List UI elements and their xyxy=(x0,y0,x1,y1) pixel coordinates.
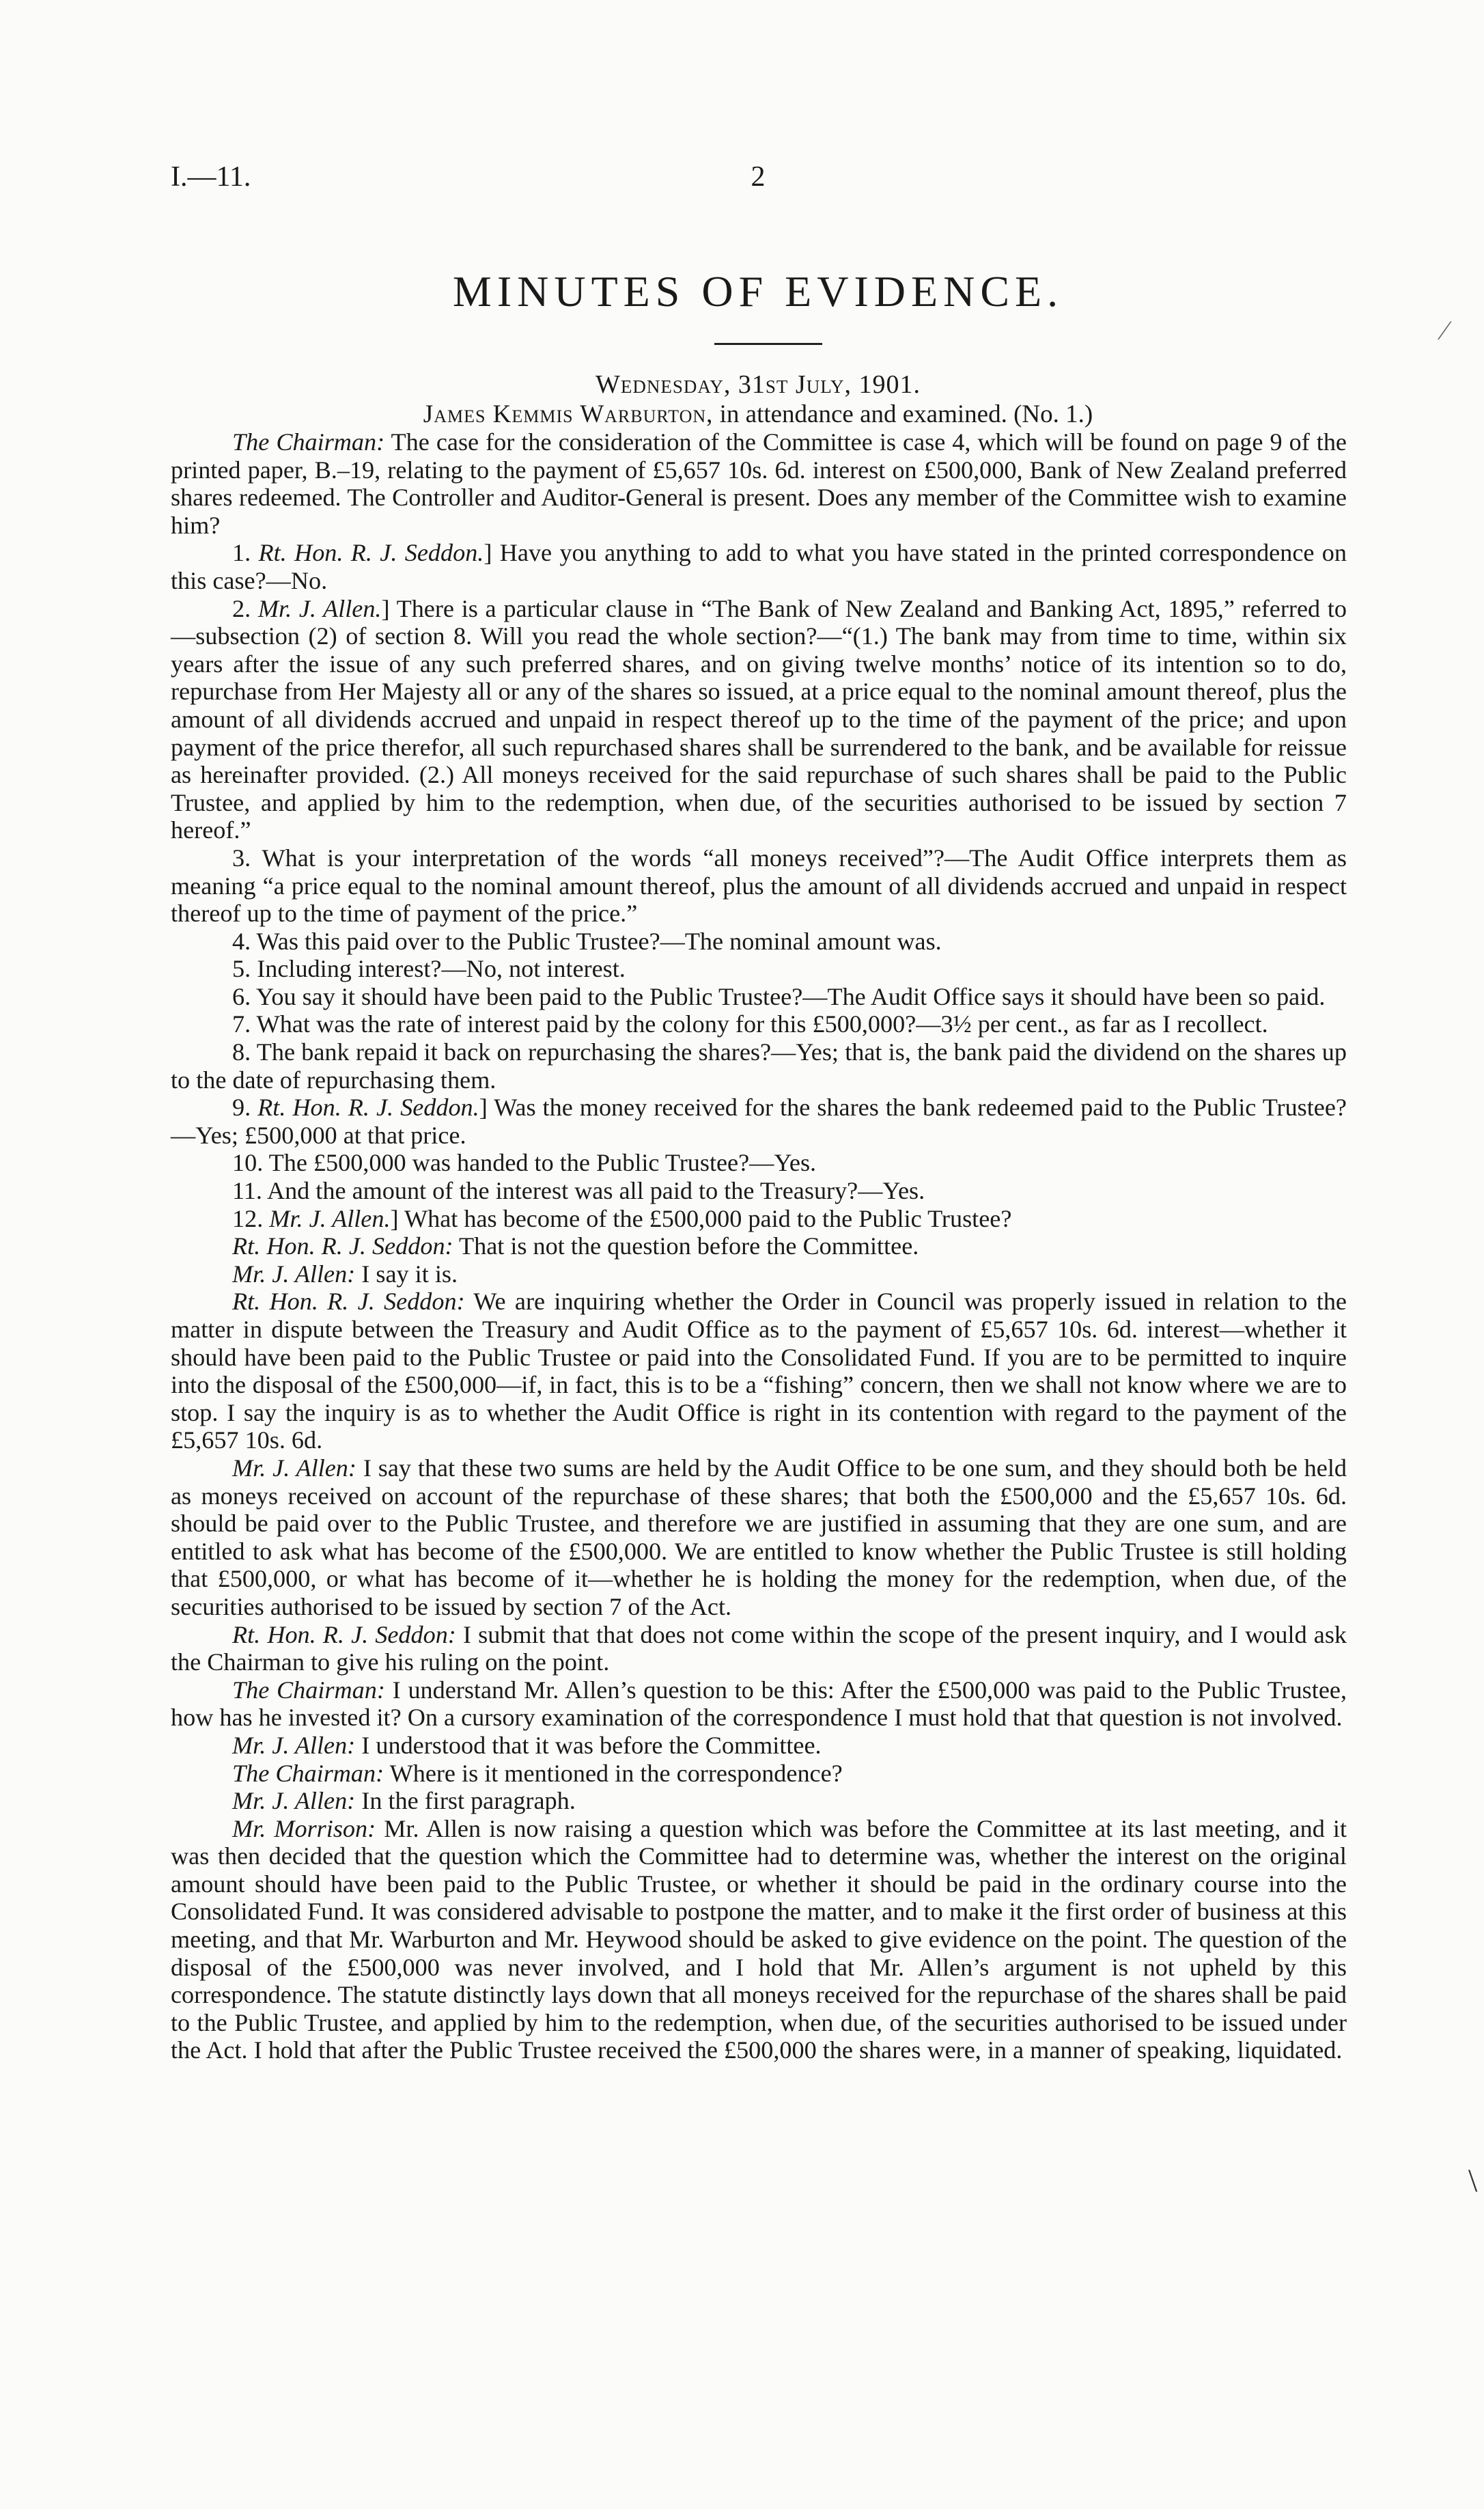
evidence-paragraph xyxy=(171,1232,1347,1260)
speaker-name: Rt. Hon. R. J. Seddon: xyxy=(232,1232,453,1260)
speaker-name: Mr. J. Allen: xyxy=(232,1731,356,1759)
paragraph-text: 6. You say it should have been paid to the Public Trustee?—The Audit Office says it should have been so paid. xyxy=(232,982,1326,1010)
speaker-name: Rt. Hon. R. J. Seddon. xyxy=(258,539,484,567)
evidence-paragraph xyxy=(171,1454,1347,1621)
paragraph-text: I say that these two sums are held by the Audit Office to be one sum, and they should both be held as moneys received on account of the repurchase of these shares; that both the £500,000 and the £5,657 10s. 6d. should be paid over to the Public Trustee, and therefore we are justified in assuming that they are one sum, and are entitled to ask what has become of the £500,000. We are entitled to know whether the Public Trustee is still holding that £500,000, or what has become of it—whether he is holding the money for the redemption, when due, of the securities authorised to be issued by section 7 of the Act. xyxy=(171,1454,1347,1620)
paragraph-text: ] There is a particular clause in “The Bank of New Zealand and Banking Act, 1895,” referred to—subsection (2) of section 8. Will you read the whole section?—“(1.) The bank may from time to time, within six years after the issue of any such preferred shares, and on giving twelve months’ notice of its intention so to do, repurchase from Her Majesty all or any of the shares so issued, at a price equal to the nominal amount thereof, plus the amount of all dividends accrued and unpaid in respect thereof up to the time of the payment of the price; and upon payment of the price therefor, all such repurchased shares shall be surrendered to the bank, and be available for reissue as hereinafter provided. (2.) All moneys received for the said repurchase of such shares shall be paid to the Public Trustee, and applied by him to the redemption, when due, of the securities authorised to be issued by section 7 hereof.” xyxy=(171,594,1347,844)
witness-line xyxy=(171,400,1345,429)
speaker-name: The Chairman: xyxy=(232,1676,385,1704)
session-date: Wednesday, 31st July, 1901. xyxy=(596,370,921,399)
paragraph-text: I understood that it was before the Committee. xyxy=(355,1731,822,1759)
speaker-name: Mr. J. Allen: xyxy=(232,1787,356,1815)
evidence-paragraph xyxy=(171,844,1347,928)
evidence-paragraph xyxy=(171,1676,1347,1732)
paragraph-text: 5. Including interest?—No, not interest. xyxy=(232,955,626,983)
evidence-paragraph xyxy=(171,1094,1347,1149)
paragraph-text: Mr. Allen is now raising a question which was before the Committee at its last meeting, and it was then decided that the question which the Committee had to determine was, whether the interest on the original amount should have been paid to the Public Trustee, or whether it should be paid in the ordinary course into the Consolidated Fund. It was considered advisable to postpone the matter, and to make it the first order of business at this meeting, and that Mr. Warburton and Mr. Heywood should be asked to give evidence on the point. The question of the disposal of the £500,000 was never involved, and I hold that Mr. Allen’s argument is not upheld by this correspondence. The statute distinctly lays down that all moneys received for the repurchase of the shares shall be paid to the Public Trustee, and applied by him to the redemption, when due, of the securities authorised to be issued under the Act. I hold that after the Public Trustee received the £500,000 the shares were, in a manner of speaking, liquidated. xyxy=(171,1814,1347,2064)
evidence-paragraph xyxy=(171,1205,1347,1233)
paragraph-text: I say it is. xyxy=(355,1260,458,1288)
speaker-name: Mr. J. Allen: xyxy=(232,1260,356,1288)
evidence-paragraph xyxy=(171,1010,1347,1038)
evidence-paragraph xyxy=(171,539,1347,594)
paragraph-text: ] What has become of the £500,000 paid to the Public Trustee? xyxy=(390,1204,1012,1232)
paragraph-text: 7. What was the rate of interest paid by the colony for this £500,000?—3½ per cent., as far as I recollect. xyxy=(232,1010,1268,1038)
margin-mark: ⁄ xyxy=(1442,315,1447,346)
evidence-paragraph xyxy=(171,1260,1347,1288)
paragraph-text: That is not the question before the Committee. xyxy=(453,1232,919,1260)
question-number: 9. xyxy=(232,1094,258,1122)
evidence-body xyxy=(171,428,1347,2064)
evidence-paragraph xyxy=(171,428,1347,539)
speaker-name: Rt. Hon. R. J. Seddon. xyxy=(257,1094,479,1122)
evidence-paragraph xyxy=(171,928,1347,956)
speaker-name: The Chairman: xyxy=(232,428,385,456)
evidence-paragraph xyxy=(171,1815,1347,2064)
speaker-name: The Chairman: xyxy=(232,1759,384,1787)
evidence-paragraph xyxy=(171,1149,1347,1177)
question-number: 1. xyxy=(232,539,259,567)
paragraph-text: 10. The £500,000 was handed to the Public Trustee?—Yes. xyxy=(232,1149,817,1177)
evidence-paragraph xyxy=(171,955,1347,983)
running-header xyxy=(171,161,1345,202)
speaker-name: Rt. Hon. R. J. Seddon: xyxy=(232,1620,456,1648)
paragraph-text: We are inquiring whether the Order in Council was properly issued in relation to the matter in dispute between the Treasury and Audit Office as to the payment of £5,657 10s. 6d. interest—whether it should have been paid to the Public Trustee or paid into the Consolidated Fund. If you are to be permitted to inquire into the disposal of the £500,000—if, in fact, this is to be a “fishing” concern, then we shall not know where we are to stop. I say the inquiry is as to whether the Audit Office is right in its contention with regard to the payment of the £5,657 10s. 6d. xyxy=(171,1288,1347,1454)
evidence-paragraph xyxy=(171,595,1347,844)
paragraph-text: 3. What is your interpretation of the words “all moneys received”?—The Audit Office interprets them as meaning “a price equal to the nominal amount thereof, plus the amount of all dividends accrued and unpaid in respect thereof up to the time of payment of the price.” xyxy=(171,844,1347,928)
paragraph-text: Where is it mentioned in the correspondence? xyxy=(384,1759,843,1787)
speaker-name: Mr. J. Allen. xyxy=(269,1204,391,1232)
paragraph-text: ] Have you anything to add to what you have stated in the printed correspondence on this case?—No. xyxy=(171,539,1347,594)
evidence-paragraph xyxy=(171,1732,1347,1760)
margin-mark: \ xyxy=(1468,2163,1478,2199)
evidence-paragraph xyxy=(171,1288,1347,1454)
witness-status: in attendance and examined. (No. 1.) xyxy=(713,400,1093,428)
witness-name: James Kemmis Warburton, xyxy=(423,400,714,428)
evidence-paragraph xyxy=(171,983,1347,1011)
document-id: I.—11. xyxy=(171,161,251,193)
speaker-name: Rt. Hon. R. J. Seddon: xyxy=(232,1288,465,1316)
paragraph-text: The case for the consideration of the Committee is case 4, which will be found on page 9 of the printed paper, B.–19, relating to the payment of £5,657 10s. 6d. interest on £500,000, Bank of New Zealand preferred shares redeemed. The Controller and Auditor-General is present. Does any member of the Committee wish to examine him? xyxy=(171,428,1347,539)
evidence-paragraph xyxy=(171,1621,1347,1676)
evidence-paragraph xyxy=(171,1038,1347,1094)
paragraph-text: ] Was the money received for the shares the bank redeemed paid to the Public Trustee?—Yes; £500,000 at that price. xyxy=(171,1094,1347,1149)
speaker-name: Mr. J. Allen: xyxy=(232,1454,356,1482)
paragraph-text: I understand Mr. Allen’s question to be this: After the £500,000 was paid to the Public Trustee, how has he invested it? On a cursory examination of the correspondence I must hold that that question is not involved. xyxy=(171,1676,1347,1732)
paragraph-text: 11. And the amount of the interest was all paid to the Treasury?—Yes. xyxy=(232,1177,925,1205)
speaker-name: Mr. Morrison: xyxy=(232,1814,376,1842)
evidence-paragraph xyxy=(171,1760,1347,1788)
page-title: MINUTES OF EVIDENCE. xyxy=(452,267,1064,316)
question-number: 2. xyxy=(232,594,258,622)
paragraph-text: 8. The bank repaid it back on repurchasing the shares?—Yes; that is, the bank paid the dividend on the shares up to the date of repurchasing them. xyxy=(171,1038,1347,1094)
paragraph-text: 4. Was this paid over to the Public Trustee?—The nominal amount was. xyxy=(232,927,942,955)
paragraph-text: I submit that that does not come within the scope of the present inquiry, and I would ask the Chairman to give his ruling on the point. xyxy=(171,1620,1347,1676)
speaker-name: Mr. J. Allen. xyxy=(257,594,382,622)
title-divider xyxy=(714,343,822,345)
paragraph-text: In the first paragraph. xyxy=(355,1787,576,1815)
evidence-paragraph xyxy=(171,1787,1347,1815)
evidence-paragraph xyxy=(171,1177,1347,1205)
page-number: 2 xyxy=(751,161,766,193)
question-number: 12. xyxy=(232,1204,270,1232)
